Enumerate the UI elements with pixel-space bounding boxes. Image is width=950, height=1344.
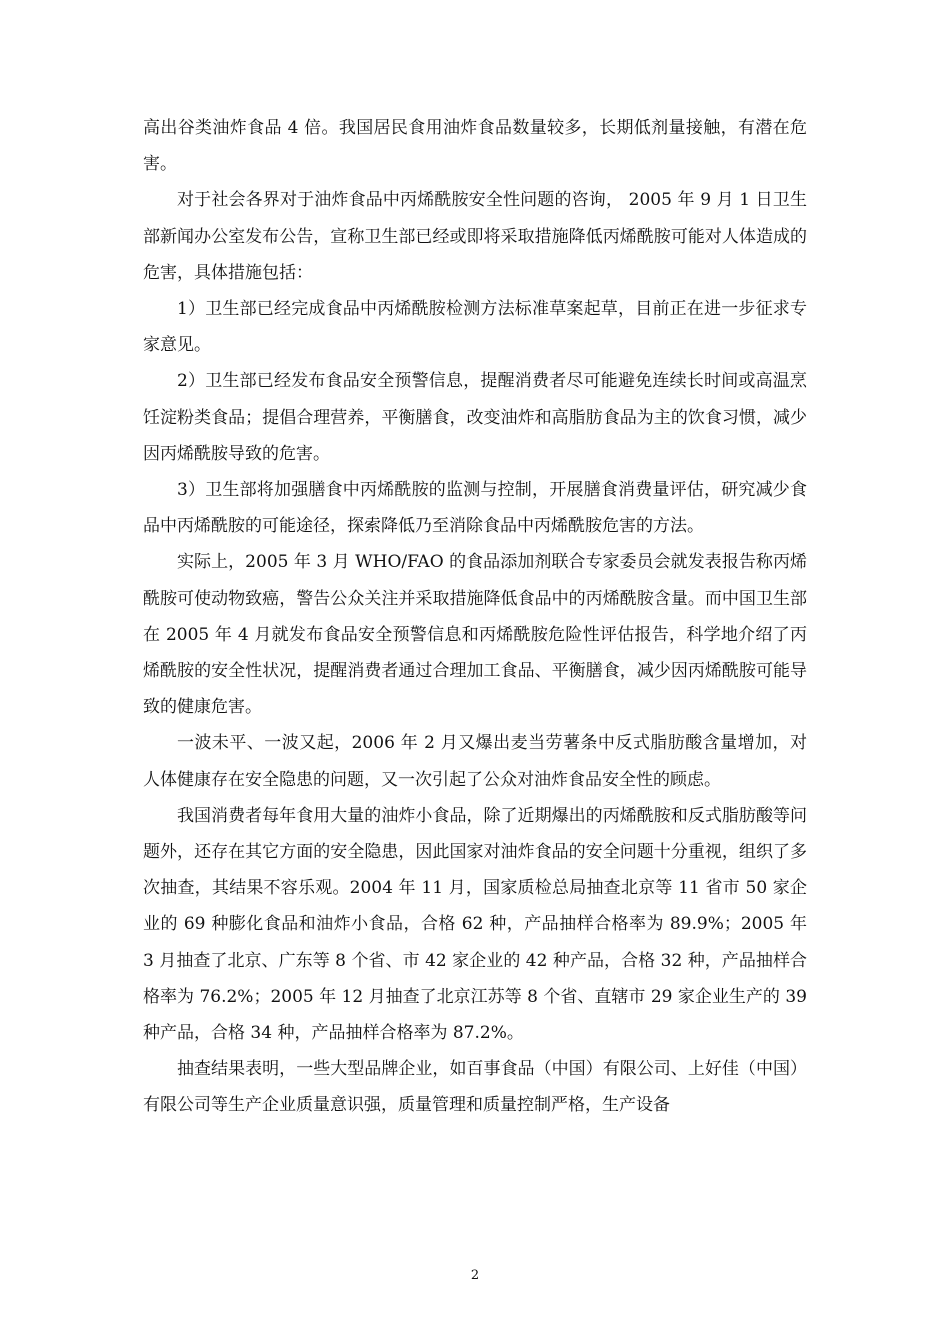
paragraph-9: 抽查结果表明，一些大型品牌企业，如百事食品（中国）有限公司、上好佳（中国）有限公司等生产企业质量意识强，质量管理和质量控制严格，生产设备 — [143, 1059, 807, 1116]
paragraph-2: 对于社会各界对于油炸食品中丙烯酰胺安全性问题的咨询， 2005 年 9 月 1 日卫生部新闻办公室发布公告，宣称卫生部已经或即将采取措施降低丙烯酰胺可能对人体造成的危害，具体措施包括： — [143, 190, 807, 283]
paragraph-6: 实际上，2005 年 3 月 WHO/FAO 的食品添加剂联合专家委员会就发表报告称丙烯酰胺可使动物致癌，警告公众关注并采取措施降低食品中的丙烯酰胺含量。而中国卫生部在 2005 年 4 月就发布食品安全预警信息和丙烯酰胺危险性评估报告，科学地介绍了丙烯酰胺的安全性状况，提醒消费者通过合理加工食品、平衡膳食，减少因丙烯酰胺可能导致的健康危害。 — [143, 552, 807, 718]
body-text — [143, 110, 807, 1124]
paragraph-4: 2）卫生部已经发布食品安全预警信息，提醒消费者尽可能避免连续长时间或高温烹饪淀粉类食品；提倡合理营养，平衡膳食，改变油炸和高脂肪食品为主的饮食习惯，减少因丙烯酰胺导致的危害。 — [143, 371, 807, 464]
paragraph-1: 高出谷类油炸食品 4 倍。我国居民食用油炸食品数量较多，长期低剂量接触，有潜在危害。 — [143, 118, 807, 175]
page-number: 2 — [470, 1268, 480, 1283]
paragraph-5: 3）卫生部将加强膳食中丙烯酰胺的监测与控制，开展膳食消费量评估，研究减少食品中丙烯酰胺的可能途径，探索降低乃至消除食品中丙烯酰胺危害的方法。 — [143, 480, 807, 537]
paragraph-7: 一波未平、一波又起，2006 年 2 月又爆出麦当劳薯条中反式脂肪酸含量增加，对人体健康存在安全隐患的问题，又一次引起了公众对油炸食品安全性的顾虑。 — [143, 733, 807, 790]
paragraph-3: 1）卫生部已经完成食品中丙烯酰胺检测方法标准草案起草，目前正在进一步征求专家意见。 — [143, 299, 807, 356]
paragraph-8: 我国消费者每年食用大量的油炸小食品，除了近期爆出的丙烯酰胺和反式脂肪酸等问题外，还存在其它方面的安全隐患，因此国家对油炸食品的安全问题十分重视，组织了多次抽查，其结果不容乐观。2004 年 11 月，国家质检总局抽查北京等 11 省市 50 家企业的 69 种膨化食品和油炸小食品，合格 62 种，产品抽样合格率为 89.9%；2005 年 3 月抽查了北京、广东等 8 个省、市 42 家企业的 42 种产品，合格 32 种，产品抽样合格率为 76.2%；2005 年 12 月抽查了北京江苏等 8 个省、直辖市 29 家企业生产的 39 种产品，合格 34 种，产品抽样合格率为 87.2%。 — [143, 805, 807, 1044]
